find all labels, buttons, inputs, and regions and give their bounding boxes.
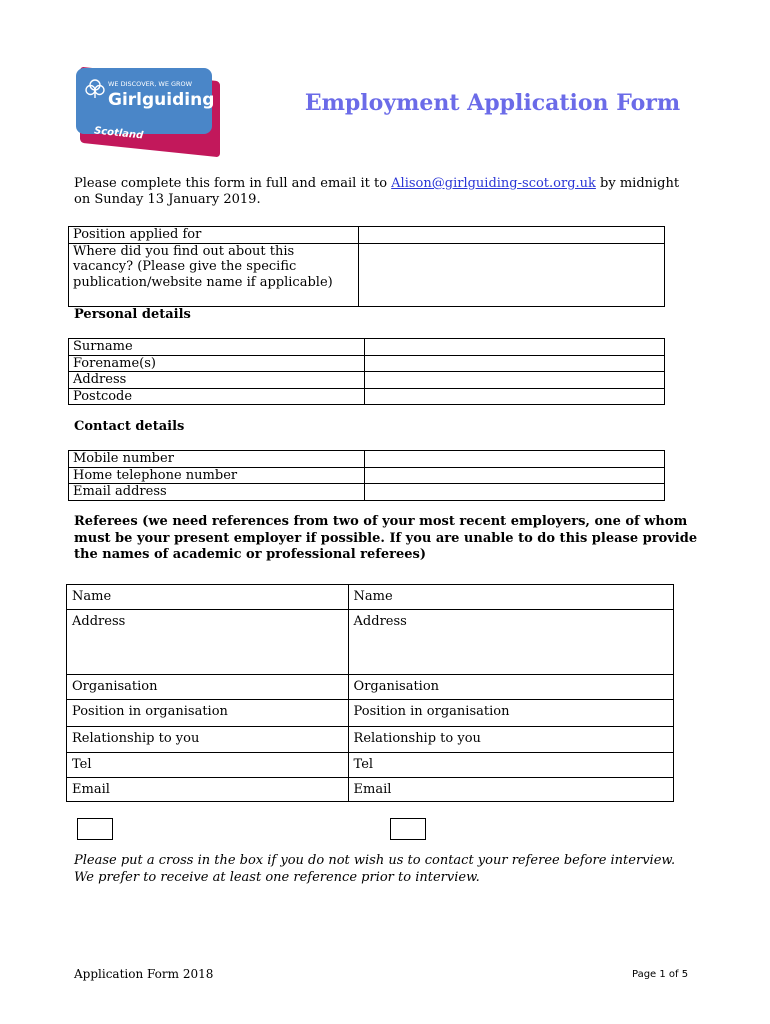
surname-field[interactable] [364,339,664,356]
address-field[interactable] [364,372,664,389]
table-row [69,372,665,389]
referee-1-position[interactable]: Position in organisation [67,700,349,727]
mobile-field[interactable] [364,451,664,468]
intro-text-after: by midnight on Sunday 13 January 2019. [74,176,680,207]
position-applied-field[interactable] [358,227,664,244]
referee-2-address[interactable]: Address [348,610,673,675]
intro-text-before: Please complete this form in full and email it to [74,176,392,191]
table-row [69,451,665,468]
referee-2-no-contact-checkbox[interactable] [390,818,426,840]
surname-label: Surname [69,339,365,356]
referees-note: Referees (we need references from two of your most recent employers, one of whom must be your present employer if possible. If you are unable to do this please provide the names of academic or professional referees) [74,514,698,562]
position-applied-label: Position applied for [69,227,359,244]
contact-details-table [68,450,665,501]
table-row [67,585,674,610]
table-row [69,355,665,372]
logo-name: Girlguiding [108,90,215,110]
referee-2-organisation[interactable]: Organisation [348,675,673,700]
table-row [67,753,674,778]
page-title: Employment Application Form [304,90,681,116]
table-row [67,700,674,727]
referee-1-organisation[interactable]: Organisation [67,675,349,700]
personal-details-table [68,338,665,405]
logo-tagline: WE DISCOVER, WE GROW [108,80,193,88]
footer-page-number: Page 1 of 5 [632,969,689,980]
table-row [69,227,665,244]
referee-1-tel[interactable]: Tel [67,753,349,778]
email-field[interactable] [364,484,664,501]
address-label: Address [69,372,365,389]
contact-details-heading: Contact details [74,419,185,434]
intro-paragraph [74,176,694,208]
footer-form-name: Application Form 2018 [74,967,214,981]
table-row [69,243,665,306]
referee-1-email[interactable]: Email [67,778,349,802]
email-label: Email address [69,484,365,501]
home-phone-field[interactable] [364,467,664,484]
referee-1-name[interactable]: Name [67,585,349,610]
table-row [67,778,674,802]
table-row [69,467,665,484]
logo-region: Scotland [93,125,144,142]
referees-table [66,584,674,802]
postcode-label: Postcode [69,388,365,405]
mobile-label: Mobile number [69,451,365,468]
forenames-field[interactable] [364,355,664,372]
checkbox-instruction: Please put a cross in the box if you do not wish us to contact your referee before interview. We prefer to receive at least one reference prior to interview. [74,853,676,885]
position-table [68,226,665,307]
vacancy-source-label: Where did you find out about this vacancy? (Please give the specific publication/website name if applicable) [69,243,359,306]
postcode-field[interactable] [364,388,664,405]
referee-2-tel[interactable]: Tel [348,753,673,778]
table-row [67,610,674,675]
trefoil-icon [84,78,106,100]
personal-details-heading: Personal details [74,307,191,322]
table-row [67,727,674,753]
referee-2-email[interactable]: Email [348,778,673,802]
logo-blue-panel [76,68,215,134]
referee-1-address[interactable]: Address [67,610,349,675]
girlguiding-scotland-logo [76,68,226,154]
table-row [69,339,665,356]
table-row [69,484,665,501]
referee-2-relationship[interactable]: Relationship to you [348,727,673,753]
vacancy-source-field[interactable] [358,243,664,306]
table-row [69,388,665,405]
forenames-label: Forename(s) [69,355,365,372]
referee-1-relationship[interactable]: Relationship to you [67,727,349,753]
referee-2-name[interactable]: Name [348,585,673,610]
table-row [67,675,674,700]
referee-1-no-contact-checkbox[interactable] [77,818,113,840]
contact-email-link[interactable]: Alison@girlguiding-scot.org.uk [391,176,596,191]
referee-2-position[interactable]: Position in organisation [348,700,673,727]
home-phone-label: Home telephone number [69,467,365,484]
